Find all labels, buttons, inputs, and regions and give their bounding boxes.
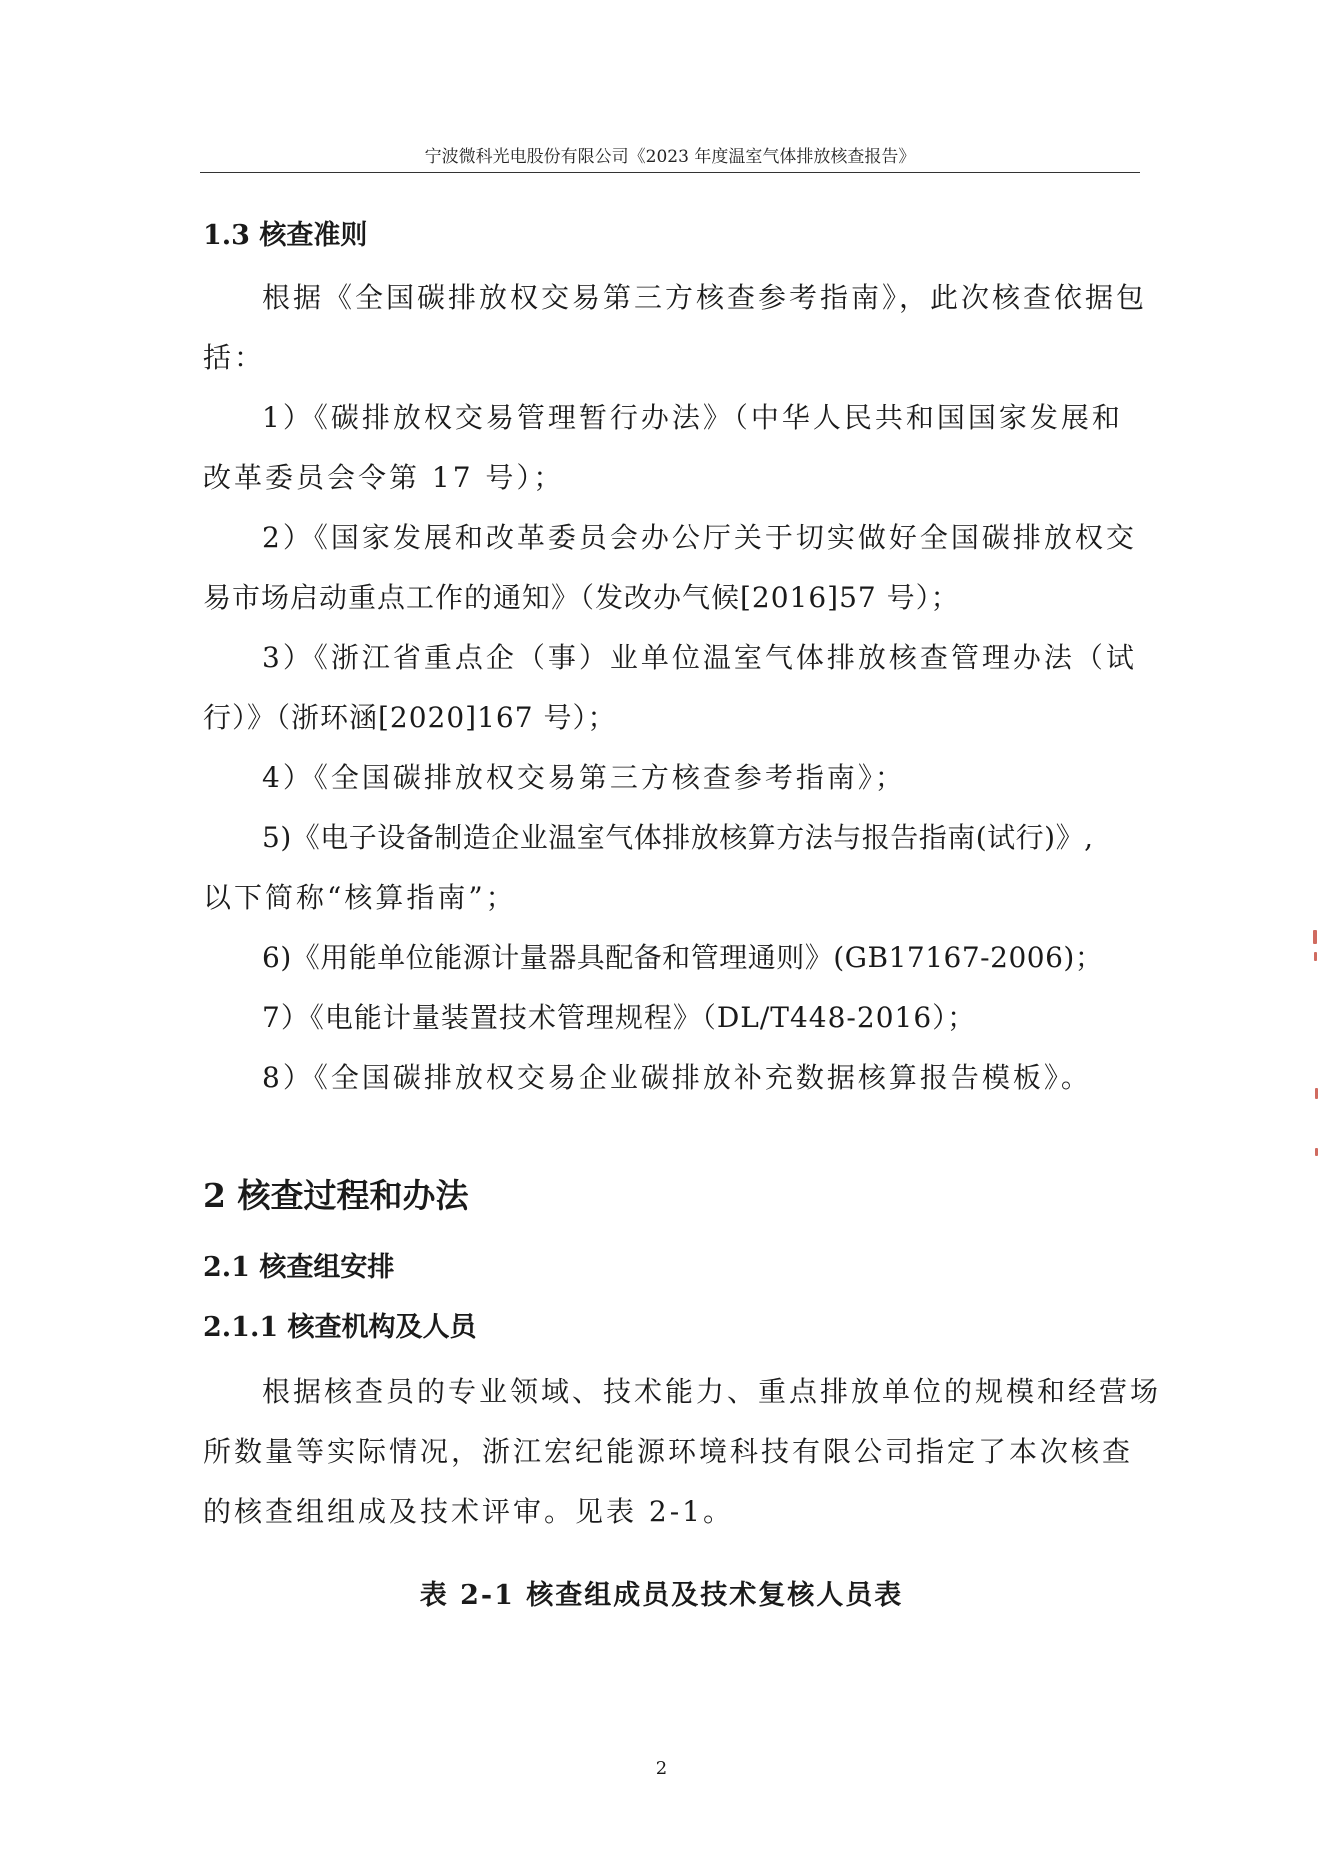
criteria-item-5-cont: 以下简称“核算指南”；	[203, 881, 517, 914]
section-2-1-1-heading: 2.1.1 核查机构及人员	[203, 1312, 477, 1343]
seal-mark	[1314, 952, 1317, 961]
criteria-item-3: 3）《浙江省重点企（事）业单位温室气体排放核查管理办法（试	[262, 641, 1137, 674]
table-caption: 表 2-1 核查组成员及技术复核人员表	[419, 1580, 904, 1611]
seal-mark	[1313, 930, 1317, 944]
seal-mark	[1315, 1148, 1318, 1156]
section-1-3-heading: 1.3 核查准则	[203, 220, 368, 251]
page-header: 宁波微科光电股份有限公司《2023 年度温室气体排放核查报告》	[424, 147, 916, 167]
intro-line: 根据《全国碳排放权交易第三方核查参考指南》，此次核查依据包	[262, 281, 1148, 314]
section-2-1-heading: 2.1 核查组安排	[203, 1252, 395, 1283]
seal-mark	[1315, 1088, 1318, 1099]
criteria-item-5: 5)《电子设备制造企业温室气体排放核算方法与报告指南(试行)》,	[262, 821, 1094, 854]
body-paragraph-line: 所数量等实际情况，浙江宏纪能源环境科技有限公司指定了本次核查	[203, 1435, 1134, 1468]
body-paragraph-line: 根据核查员的专业领域、技术能力、重点排放单位的规模和经营场	[262, 1375, 1162, 1408]
intro-line: 括：	[203, 341, 266, 374]
section-2-heading: 2 核查过程和办法	[203, 1176, 469, 1215]
criteria-item-1: 1）《碳排放权交易管理暂行办法》（中华人民共和国国家发展和	[262, 401, 1123, 434]
criteria-item-2-cont: 易市场启动重点工作的通知》（发改办气候[2016]57 号）；	[203, 581, 960, 614]
criteria-item-1-cont: 改革委员会令第 17 号）；	[203, 461, 565, 494]
criteria-item-4: 4）《全国碳排放权交易第三方核查参考指南》；	[262, 761, 906, 794]
criteria-item-7: 7）《电能计量装置技术管理规程》（DL/T448-2016）；	[262, 1001, 977, 1034]
header-rule	[200, 172, 1140, 173]
criteria-item-6: 6)《用能单位能源计量器具配备和管理通则》(GB17167-2006)；	[262, 941, 1104, 974]
page-number: 2	[655, 1758, 668, 1779]
criteria-item-2: 2）《国家发展和改革委员会办公厅关于切实做好全国碳排放权交	[262, 521, 1137, 554]
criteria-item-8: 8）《全国碳排放权交易企业碳排放补充数据核算报告模板》。	[262, 1061, 1092, 1094]
body-paragraph-line: 的核查组组成及技术评审。见表 2-1。	[203, 1495, 734, 1528]
criteria-item-3-cont: 行）》（浙环涵[2020]167 号）；	[203, 701, 617, 734]
